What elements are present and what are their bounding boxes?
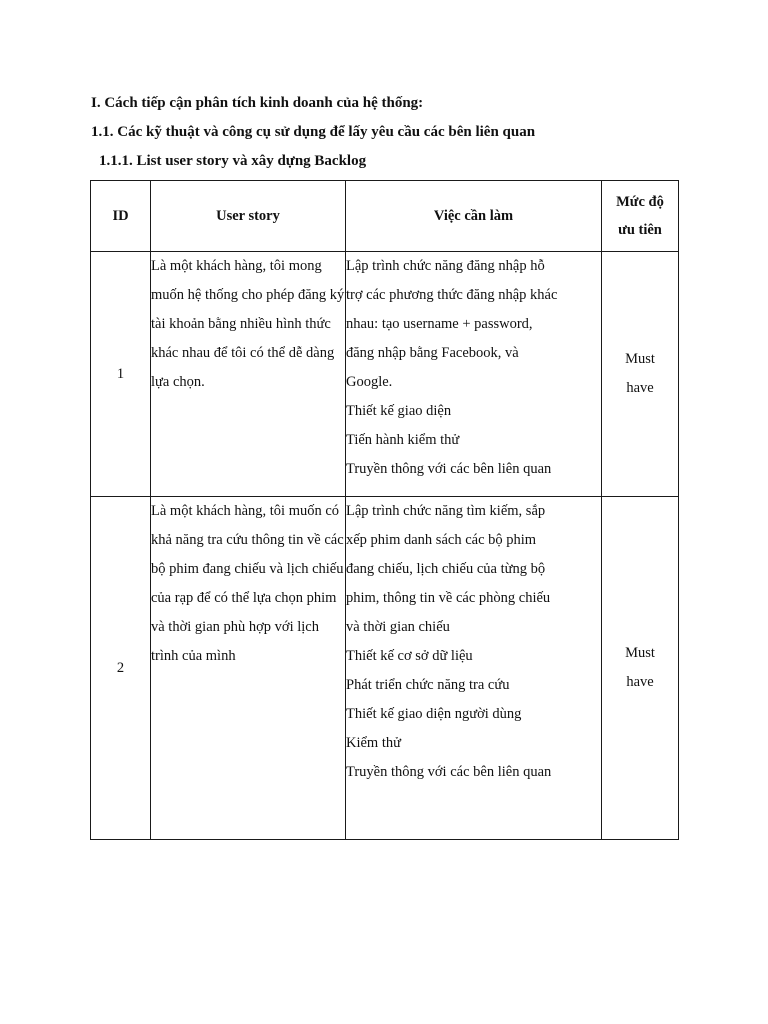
- task-item: Google.: [346, 374, 393, 390]
- task-item: Truyền thông với các bên liên quan: [346, 461, 552, 477]
- task-item: Phát triển chức năng tra cứu: [346, 677, 510, 693]
- table-row: [91, 252, 679, 497]
- task-item: Lập trình chức năng tìm kiếm, sắp: [346, 503, 546, 519]
- task-item: nhau: tạo username + password,: [346, 316, 533, 332]
- backlog-table: [90, 180, 679, 840]
- priority-label: Must have: [625, 645, 655, 690]
- task-item: Thiết kế giao diện: [346, 403, 452, 419]
- task-item: Lập trình chức năng đăng nhập hỗ: [346, 258, 545, 274]
- row-id: 2: [91, 497, 151, 840]
- header-priority: [602, 181, 679, 252]
- task-item: Kiểm thử: [346, 735, 401, 751]
- header-priority-label: Mức độ ưu tiên: [616, 194, 664, 238]
- task-item: đang chiếu, lịch chiếu của từng bộ: [346, 561, 546, 577]
- task-item: phim, thông tin về các phòng chiếu: [346, 590, 551, 606]
- task-item: xếp phim danh sách các bộ phim: [346, 532, 537, 548]
- header-tasks: Việc cần làm: [346, 181, 602, 252]
- row-user-story: Là một khách hàng, tôi muốn có khả năng tra cứu thông tin về các bộ phim đang chiếu và lịch chiếu của rạp để có thể lựa chọn phim và thời gian phù hợp với lịch trình của mình: [151, 497, 346, 840]
- task-item: trợ các phương thức đăng nhập khác: [346, 287, 558, 303]
- subsubsection-heading: 1.1.1. List user story và xây dựng Backlog: [99, 153, 367, 169]
- task-item: và thời gian chiếu: [346, 619, 450, 635]
- task-item: đăng nhập bằng Facebook, và: [346, 345, 519, 361]
- row-id: 1: [91, 252, 151, 497]
- priority-label: Must have: [625, 351, 655, 396]
- task-item: Thiết kế giao diện người dùng: [346, 706, 522, 722]
- row-tasks: [346, 497, 602, 840]
- section-heading: I. Cách tiếp cận phân tích kinh doanh của hệ thống:: [91, 95, 424, 111]
- task-item: Truyền thông với các bên liên quan: [346, 764, 552, 780]
- row-user-story: Là một khách hàng, tôi mong muốn hệ thống cho phép đăng ký tài khoản bằng nhiều hình thức khác nhau để tôi có thể dễ dàng lựa chọn.: [151, 252, 346, 497]
- table-row: [91, 497, 679, 840]
- task-item: Thiết kế cơ sở dữ liệu: [346, 648, 473, 664]
- row-tasks: [346, 252, 602, 497]
- table-header-row: [91, 181, 679, 252]
- subsection-heading: 1.1. Các kỹ thuật và công cụ sử dụng để lấy yêu cầu các bên liên quan: [91, 124, 536, 140]
- row-priority: [602, 497, 679, 840]
- header-id: ID: [91, 181, 151, 252]
- header-user-story: User story: [151, 181, 346, 252]
- task-item: Tiến hành kiểm thử: [346, 432, 460, 448]
- row-priority: [602, 252, 679, 497]
